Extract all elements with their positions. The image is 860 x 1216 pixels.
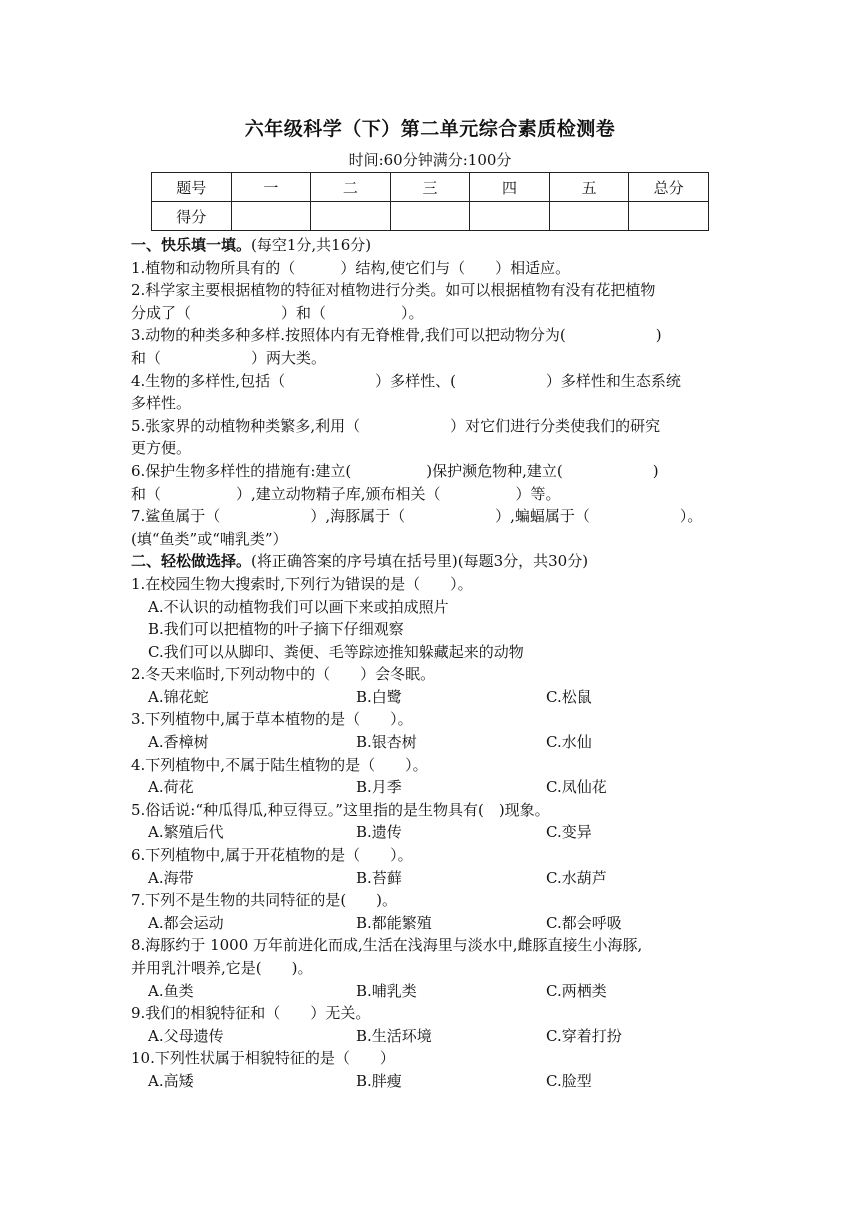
question-options <box>131 912 731 935</box>
question-option: C.都会呼吸 <box>546 913 622 932</box>
section-title: 一、快乐填一填。 <box>131 236 252 254</box>
question-options <box>131 821 731 844</box>
score-table-header: 三 <box>390 173 470 202</box>
fill-blank-line: 1.植物和动物所具有的（ ）结构,使它们与（ ）相适应。 <box>131 258 571 277</box>
question-option: A.高矮 <box>148 1071 194 1090</box>
question-stem: 8.海豚约于 1000 万年前进化而成,生活在浅海里与淡水中,雌豚直接生小海豚, <box>131 936 643 955</box>
fill-blank-line: 3.动物的种类多种多样.按照体内有无脊椎骨,我们可以把动物分为( ) <box>131 326 662 345</box>
fill-blank-line: 更方便。 <box>131 439 192 458</box>
score-table-header: 题号 <box>152 173 232 202</box>
question-stem: 5.俗话说:“种瓜得瓜,种豆得豆。”这里指的是生物具有( )现象。 <box>131 800 550 819</box>
score-table-header-row <box>152 173 709 202</box>
question-options <box>131 980 731 1003</box>
page-title: 六年级科学（下）第二单元综合素质检测卷 <box>244 118 616 140</box>
question-option: A.锦花蛇 <box>148 687 209 706</box>
fill-blank-line: (填“鱼类”或“哺乳类”） <box>131 529 288 548</box>
question-stem: 4.下列植物中,不属于陆生植物的是（ ）。 <box>131 755 428 774</box>
question-option: B.月季 <box>356 778 402 797</box>
fill-blank-line: 7.鲨鱼属于（ ）,海豚属于（ ）,蝙蝠属于（ ）。 <box>131 507 703 526</box>
question-option: A.都会运动 <box>148 913 224 932</box>
question-option: C.脸型 <box>546 1071 592 1090</box>
fill-blank-line: 2.科学家主要根据植物的特征对植物进行分类。如可以根据植物有没有花把植物 <box>131 281 656 300</box>
question-option: A.父母遗传 <box>148 1026 224 1045</box>
score-table-header: 总分 <box>629 173 709 202</box>
question-option: C.两栖类 <box>546 981 607 1000</box>
score-table-header: 四 <box>470 173 550 202</box>
score-table-score-row <box>152 202 709 231</box>
question-option: C.水葫芦 <box>546 868 607 887</box>
question-option: C.水仙 <box>546 733 592 752</box>
exam-content <box>131 234 731 1093</box>
question-option: A.海带 <box>148 868 194 887</box>
score-table <box>151 172 709 231</box>
score-cell[interactable] <box>231 202 311 231</box>
fill-blank-line: 多样性。 <box>131 394 192 413</box>
question-option: A.香樟树 <box>148 733 209 752</box>
question-stem: 3.下列植物中,属于草本植物的是（ ）。 <box>131 710 413 729</box>
question-options <box>131 1070 731 1093</box>
question-option: B.哺乳类 <box>356 981 417 1000</box>
question-option: C.我们可以从脚印、粪便、毛等踪迹推知躲藏起来的动物 <box>148 642 524 661</box>
question-option: A.繁殖后代 <box>148 823 224 842</box>
question-options <box>131 686 731 709</box>
question-stem: 7.下列不是生物的共同特征的是( )。 <box>131 891 398 910</box>
score-table-header: 二 <box>311 173 391 202</box>
question-option: B.苔藓 <box>356 868 402 887</box>
question-option: B.生活环境 <box>356 1026 432 1045</box>
section-heading <box>131 234 731 257</box>
question-option: C.穿着打扮 <box>546 1026 622 1045</box>
question-option: A.荷花 <box>148 778 194 797</box>
question-option: B.都能繁殖 <box>356 913 432 932</box>
question-option: B.遗传 <box>356 823 402 842</box>
score-cell[interactable] <box>549 202 629 231</box>
fill-blank-line: 分成了（ ）和（ ）。 <box>131 303 424 322</box>
score-cell[interactable] <box>311 202 391 231</box>
score-cell[interactable] <box>470 202 550 231</box>
score-cell[interactable] <box>629 202 709 231</box>
question-options <box>131 731 731 754</box>
score-table-header: 五 <box>549 173 629 202</box>
score-row-label: 得分 <box>152 202 232 231</box>
question-option: A.鱼类 <box>148 981 194 1000</box>
question-option: B.胖瘦 <box>356 1071 402 1090</box>
question-option: B.我们可以把植物的叶子摘下仔细观察 <box>148 620 404 639</box>
question-option: B.白鹭 <box>356 687 402 706</box>
question-options <box>131 867 731 890</box>
question-option: C.凤仙花 <box>546 778 607 797</box>
question-stem: 10.下列性状属于相貌特征的是（ ） <box>131 1049 395 1068</box>
section-title: 二、轻松做选择。 <box>131 552 252 571</box>
fill-blank-line: 和（ ）两大类。 <box>131 348 327 367</box>
question-option: A.不认识的动植物我们可以画下来或拍成照片 <box>148 597 449 616</box>
question-option: C.松鼠 <box>546 687 592 706</box>
section-note: (将正确答案的序号填在括号里)(每题3分，共30分) <box>251 552 589 571</box>
score-table-header: 一 <box>231 173 311 202</box>
question-stem: 1.在校园生物大搜索时,下列行为错误的是（ ）。 <box>131 574 473 593</box>
question-stem: 9.我们的相貌特征和（ ）无关。 <box>131 1004 371 1023</box>
question-stem: 2.冬天来临时,下列动物中的（ ）会冬眠。 <box>131 665 436 684</box>
question-options <box>131 776 731 799</box>
question-option: B.银杏树 <box>356 733 417 752</box>
question-stem: 6.下列植物中,属于开花植物的是（ ）。 <box>131 846 413 865</box>
section-heading <box>131 550 731 573</box>
fill-blank-line: 和（ ）,建立动物精子库,颁布相关（ ）等。 <box>131 484 561 503</box>
question-option: C.变异 <box>546 823 592 842</box>
exam-time-and-score: 时间:60分钟满分:100分 <box>348 151 512 169</box>
fill-blank-line: 4.生物的多样性,包括（ ）多样性、( ）多样性和生态系统 <box>131 371 681 390</box>
fill-blank-line: 6.保护生物多样性的措施有:建立( )保护濒危物种,建立( ) <box>131 461 659 480</box>
score-cell[interactable] <box>390 202 470 231</box>
question-stem: 并用乳汁喂养,它是( )。 <box>131 959 313 977</box>
fill-blank-line: 5.张家界的动植物种类繁多,利用（ ）对它们进行分类使我们的研究 <box>131 416 661 435</box>
section-note: (每空1分,共16分) <box>251 236 372 254</box>
question-options <box>131 1025 731 1048</box>
